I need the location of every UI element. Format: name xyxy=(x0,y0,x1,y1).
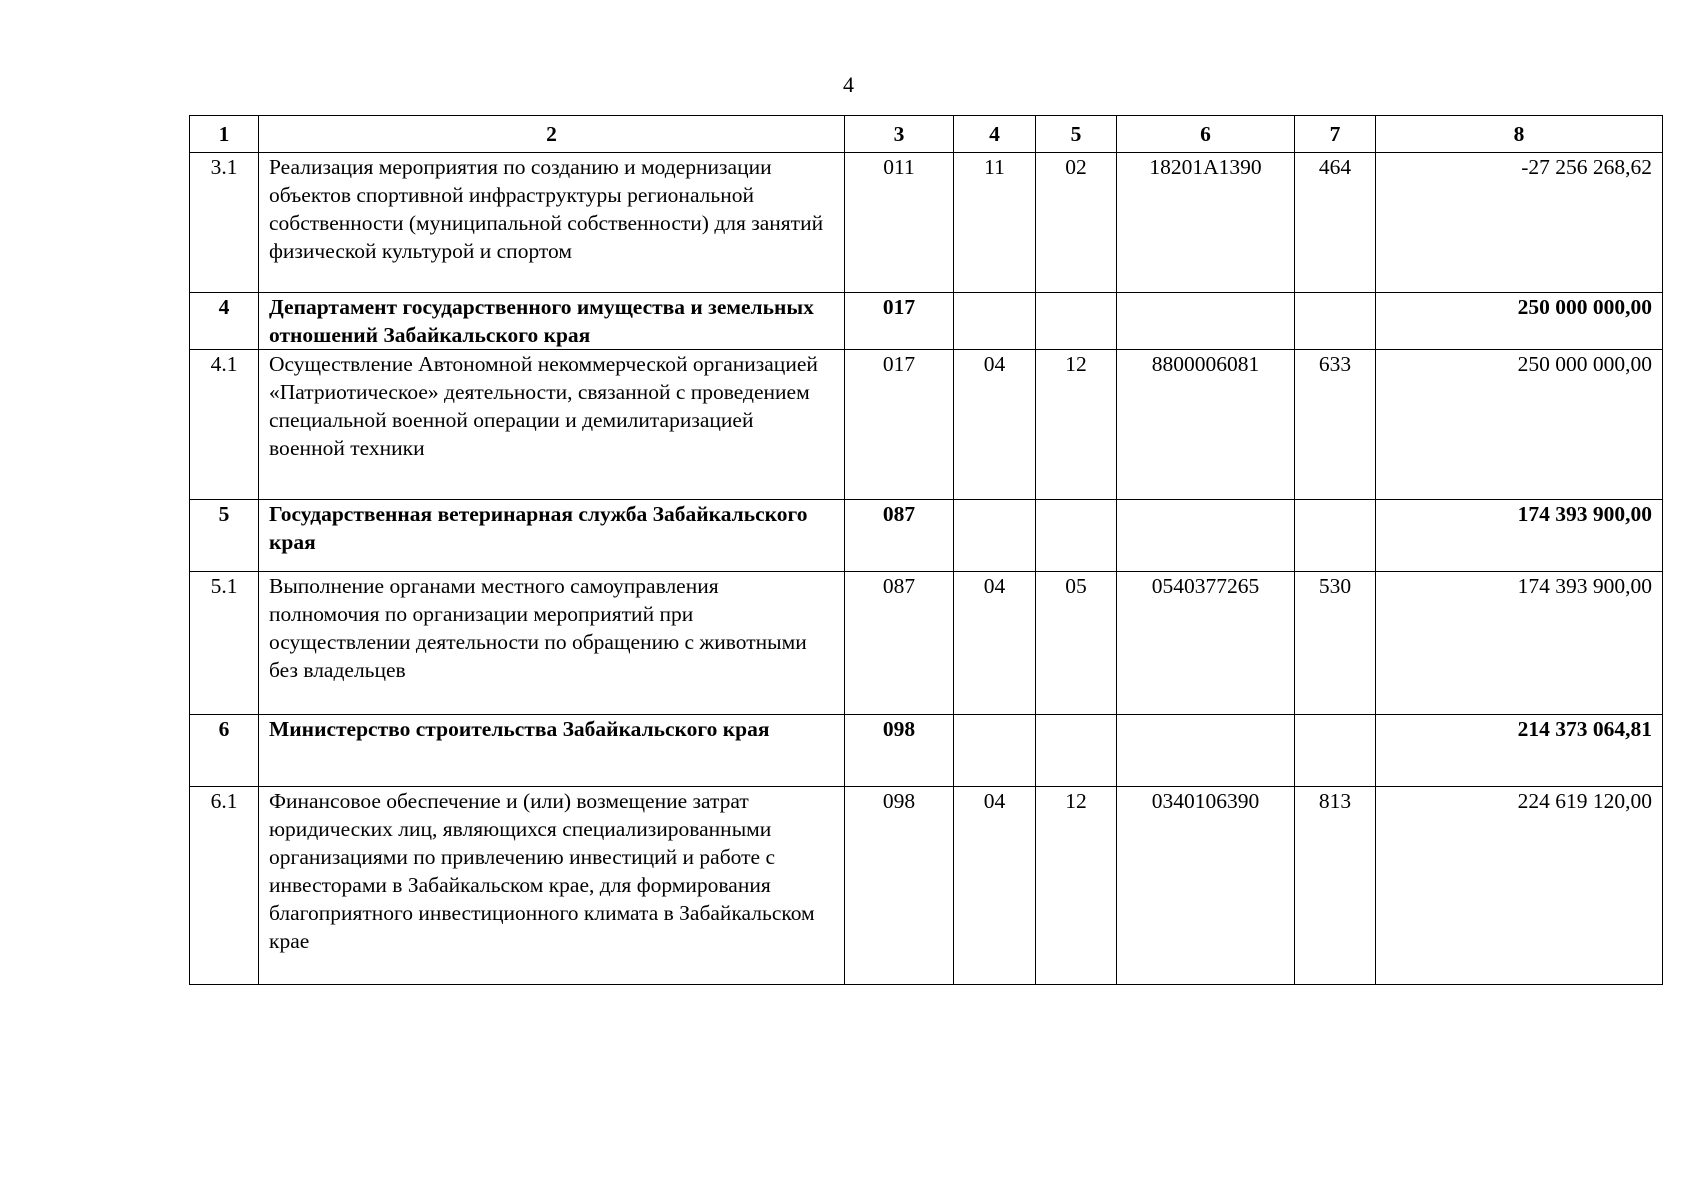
row-col7 xyxy=(1295,500,1376,572)
header-cell-8: 8 xyxy=(1376,116,1663,153)
row-col3: 017 xyxy=(845,350,954,500)
row-col3: 098 xyxy=(845,787,954,985)
row-col3: 087 xyxy=(845,572,954,715)
row-col4 xyxy=(954,500,1036,572)
row-col3: 017 xyxy=(845,293,954,350)
row-col4: 04 xyxy=(954,350,1036,500)
header-cell-6: 6 xyxy=(1117,116,1295,153)
row-description: Финансовое обеспечение и (или) возмещение затрат юридических лиц, являющихся специализированными организациями по привлечению инвестиций и работе с инвесторами в Забайкальском крае, для формирования благоприятного инвестиционного климата в Забайкальском крае xyxy=(259,787,845,985)
row-col4: 11 xyxy=(954,153,1036,293)
row-col5 xyxy=(1036,293,1117,350)
row-sum: 174 393 900,00 xyxy=(1376,500,1663,572)
row-sum: 250 000 000,00 xyxy=(1376,293,1663,350)
budget-table xyxy=(189,115,1663,985)
row-description: Министерство строительства Забайкальского края xyxy=(259,715,845,787)
row-col6: 0340106390 xyxy=(1117,787,1295,985)
row-number: 5.1 xyxy=(190,572,259,715)
header-row xyxy=(190,116,1663,153)
row-col6 xyxy=(1117,715,1295,787)
row-col7 xyxy=(1295,715,1376,787)
row-col3: 011 xyxy=(845,153,954,293)
row-col4 xyxy=(954,293,1036,350)
row-sum: 224 619 120,00 xyxy=(1376,787,1663,985)
row-sum: 214 373 064,81 xyxy=(1376,715,1663,787)
table-row xyxy=(190,572,1663,715)
row-description: Департамент государственного имущества и земельных отношений Забайкальского края xyxy=(259,293,845,350)
row-col6 xyxy=(1117,293,1295,350)
table-row xyxy=(190,715,1663,787)
row-number: 4 xyxy=(190,293,259,350)
row-col4 xyxy=(954,715,1036,787)
row-col5: 02 xyxy=(1036,153,1117,293)
row-sum: 250 000 000,00 xyxy=(1376,350,1663,500)
row-description: Осуществление Автономной некоммерческой организацией «Патриотическое» деятельности, связанной с проведением специальной военной операции и демилитаризацией военной техники xyxy=(259,350,845,500)
table-row xyxy=(190,350,1663,500)
header-cell-5: 5 xyxy=(1036,116,1117,153)
row-col5: 12 xyxy=(1036,787,1117,985)
row-number: 6 xyxy=(190,715,259,787)
row-sum: -27 256 268,62 xyxy=(1376,153,1663,293)
table-row xyxy=(190,293,1663,350)
row-col6: 18201А1390 xyxy=(1117,153,1295,293)
row-sum: 174 393 900,00 xyxy=(1376,572,1663,715)
row-col3: 098 xyxy=(845,715,954,787)
header-cell-3: 3 xyxy=(845,116,954,153)
header-cell-7: 7 xyxy=(1295,116,1376,153)
row-number: 4.1 xyxy=(190,350,259,500)
row-col6 xyxy=(1117,500,1295,572)
row-col7 xyxy=(1295,293,1376,350)
row-number: 3.1 xyxy=(190,153,259,293)
row-col6: 0540377265 xyxy=(1117,572,1295,715)
row-col4: 04 xyxy=(954,787,1036,985)
row-col7: 530 xyxy=(1295,572,1376,715)
row-description: Реализация мероприятия по созданию и модернизации объектов спортивной инфраструктуры региональной собственности (муниципальной собственности) для занятий физической культурой и спортом xyxy=(259,153,845,293)
row-col5 xyxy=(1036,500,1117,572)
row-description: Выполнение органами местного самоуправления полномочия по организации мероприятий при осуществлении деятельности по обращению с животными без владельцев xyxy=(259,572,845,715)
row-number: 6.1 xyxy=(190,787,259,985)
row-col7: 813 xyxy=(1295,787,1376,985)
row-col3: 087 xyxy=(845,500,954,572)
page-number: 4 xyxy=(843,72,854,97)
row-number: 5 xyxy=(190,500,259,572)
table-row xyxy=(190,787,1663,985)
row-col4: 04 xyxy=(954,572,1036,715)
header-cell-2: 2 xyxy=(259,116,845,153)
row-col5 xyxy=(1036,715,1117,787)
table-row xyxy=(190,500,1663,572)
row-col7: 464 xyxy=(1295,153,1376,293)
row-description: Государственная ветеринарная служба Забайкальского края xyxy=(259,500,845,572)
header-cell-4: 4 xyxy=(954,116,1036,153)
row-col5: 05 xyxy=(1036,572,1117,715)
table-row xyxy=(190,153,1663,293)
row-col6: 8800006081 xyxy=(1117,350,1295,500)
row-col7: 633 xyxy=(1295,350,1376,500)
row-col5: 12 xyxy=(1036,350,1117,500)
header-cell-1: 1 xyxy=(190,116,259,153)
